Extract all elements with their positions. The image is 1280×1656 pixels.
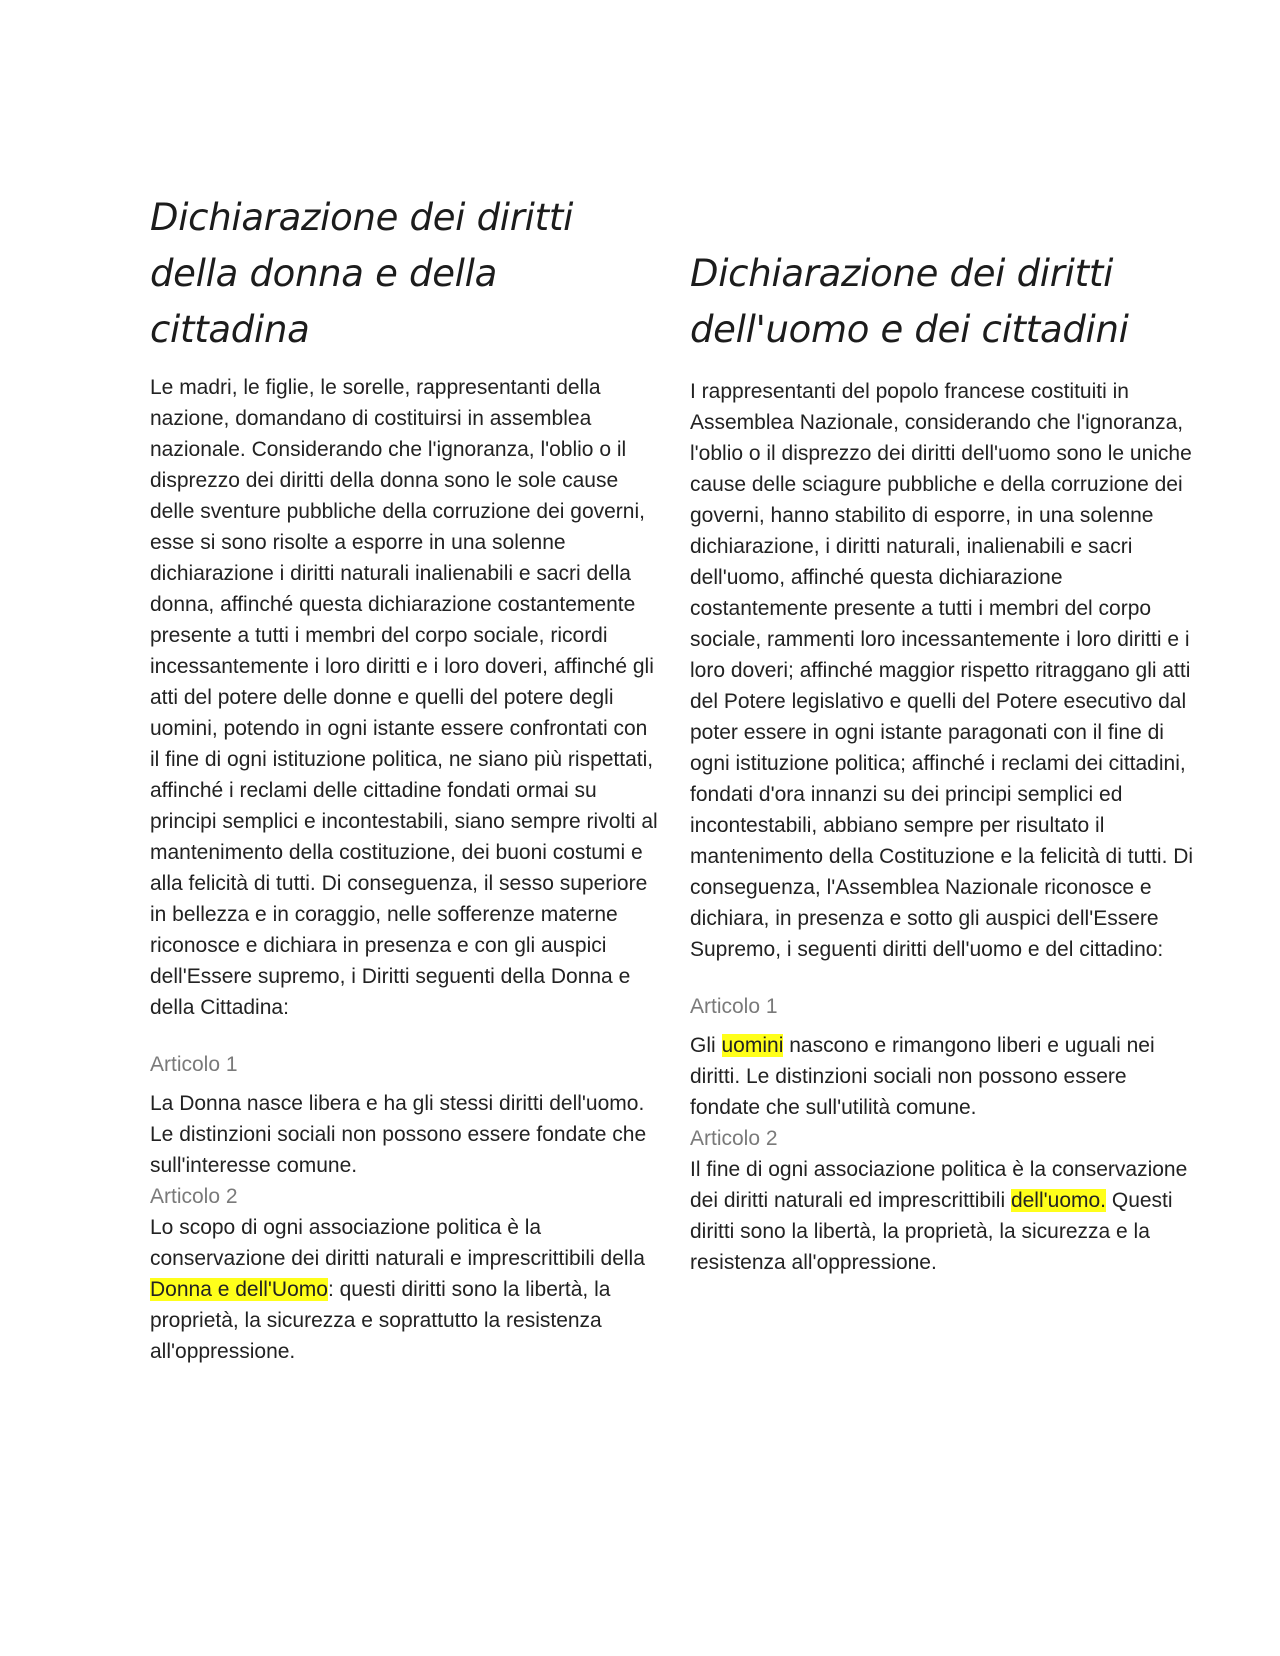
left-article-2-text-end: : questi diritti sono la libertà, la proprietà, la sicurezza e soprattutto la resistenza all'oppressione. bbox=[150, 1278, 611, 1363]
right-article-1-text-start: Gli bbox=[690, 1034, 722, 1057]
right-article-1-text bbox=[690, 1030, 1200, 1123]
right-column bbox=[690, 246, 1200, 1278]
right-article-1-text-end: nascono e rimangono liberi e uguali nei diritti. Le distinzioni sociali non possono essere fondate che sull'utilità comune. bbox=[690, 1034, 1155, 1119]
left-intro-paragraph: Le madri, le figlie, le sorelle, rappresentanti della nazione, domandano di costituirsi in assemblea nazionale. Considerando che l'ignoranza, l'oblio o il disprezzo dei diritti della donna sono le sole cause delle sventure pubbliche della corruzione dei governi, esse si sono risolte a esporre in una solenne dichiarazione i diritti naturali inalienabili e sacri della donna, affinché questa dichiarazione costantemente presente a tutti i membri del corpo sociale, ricordi incessantemente i loro diritti e i loro doveri, affinché gli atti del potere delle donne e quelli del potere degli uomini, potendo in ogni istante essere confrontati con il fine di ogni istituzione politica, ne siano più rispettati, affinché i reclami delle cittadine fondati ormai su principi semplici e incontestabili, siano sempre rivolti al mantenimento della costituzione, dei buoni costumi e alla felicità di tutti. Di conseguenza, il sesso superiore in bellezza e in coraggio, nelle sofferenze materne riconosce e dichiara in presenza e con gli auspici dell'Essere supremo, i Diritti seguenti della Donna e della Cittadina: bbox=[150, 376, 658, 1019]
left-article-2-text bbox=[150, 1212, 660, 1367]
right-article-2-text bbox=[690, 1154, 1200, 1278]
left-article-1-text: La Donna nasce libera e ha gli stessi diritti dell'uomo. Le distinzioni sociali non possono essere fondate che sull'interesse comune. bbox=[150, 1092, 647, 1177]
right-article-2-heading: Articolo 2 bbox=[690, 1127, 778, 1150]
right-article-1-heading: Articolo 1 bbox=[690, 995, 778, 1018]
left-article-2-text-start: Lo scopo di ogni associazione politica è la conservazione dei diritti naturali e imprescrittibili della bbox=[150, 1216, 645, 1270]
left-article-2-heading: Articolo 2 bbox=[150, 1185, 238, 1208]
right-article-2-text-end: Questi diritti sono la libertà, la proprietà, la sicurezza e la resistenza all'oppressione. bbox=[690, 1189, 1173, 1274]
right-article-2-highlight: dell'uomo. bbox=[1010, 1189, 1107, 1212]
right-intro-paragraph: I rappresentanti del popolo francese costituiti in Assemblea Nazionale, considerando che l'ignoranza, l'oblio o il disprezzo dei diritti dell'uomo sono le uniche cause delle sciagure pubbliche e della corruzione dei governi, hanno stabilito di esporre, in una solenne dichiarazione, i diritti naturali, inalienabili e sacri dell'uomo, affinché questa dichiarazione costantemente presente a tutti i membri del corpo sociale, rammenti loro incessantemente i loro diritti e i loro doveri; affinché maggior rispetto ritraggano gli atti del Potere legislativo e quelli del Potere esecutivo dal poter essere in ogni istante paragonati con il fine di ogni istituzione politica; affinché i reclami dei cittadini, fondati d'ora innanzi su dei principi semplici ed incontestabili, abbiano sempre per risultato il mantenimento della Costituzione e la felicità di tutti. Di conseguenza, l'Assemblea Nazionale riconosce e dichiara, in presenza e sotto gli auspici dell'Essere Supremo, i seguenti diritti dell'uomo e del cittadino: bbox=[690, 380, 1194, 961]
left-article-1-heading: Articolo 1 bbox=[150, 1053, 238, 1076]
right-article-1-highlight: uomini bbox=[721, 1034, 784, 1057]
left-column bbox=[150, 190, 660, 1367]
right-title: Dichiarazione dei diritti dell'uomo e dei cittadini bbox=[690, 252, 1129, 351]
left-title: Dichiarazione dei diritti della donna e della cittadina bbox=[150, 196, 574, 351]
left-article-2-highlight: Donna e dell'Uomo bbox=[150, 1278, 328, 1301]
right-article-2-text-start: Il fine di ogni associazione politica è la conservazione dei diritti naturali ed imprescrittibili bbox=[690, 1158, 1188, 1212]
